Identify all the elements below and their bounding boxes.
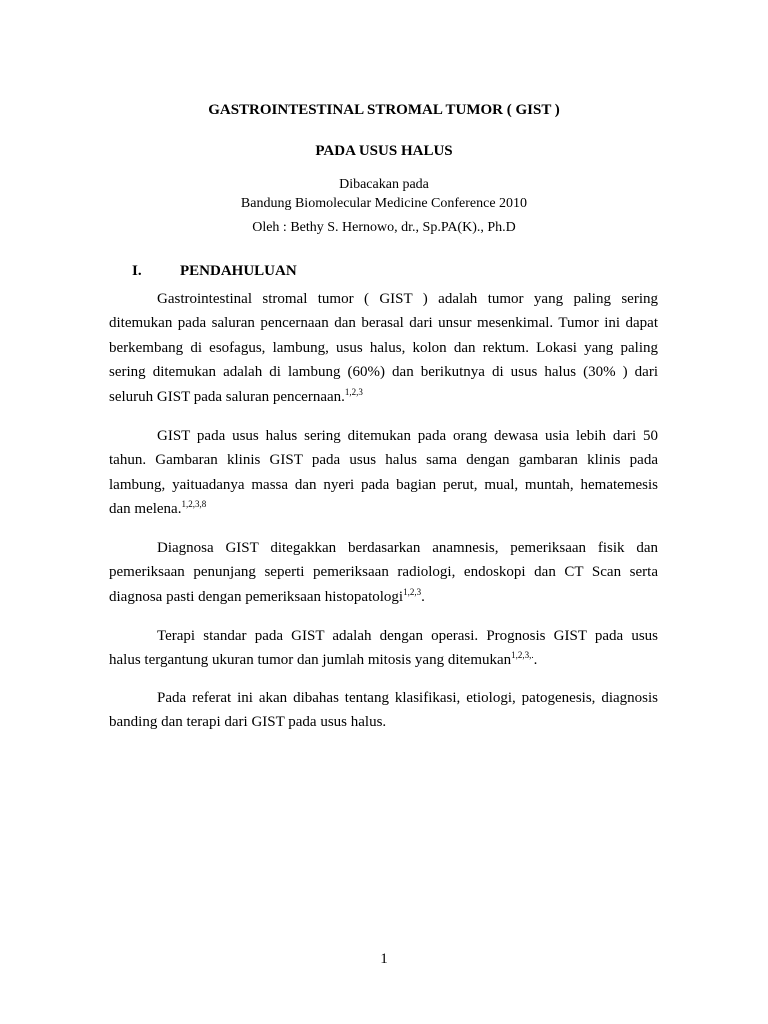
paragraph-line-last [109, 497, 658, 521]
section-number: I. [132, 263, 142, 279]
paragraph-text: diagnosa pasti dengan pemeriksaan histopatologi [109, 588, 404, 605]
conference-name: Bandung Biomolecular Medicine Conference 2010 [240, 196, 528, 211]
paragraph-2 [109, 424, 658, 522]
page-number: 1 [380, 951, 388, 967]
paragraph-line: Gastrointestinal stromal tumor ( GIST ) adalah tumor yang paling sering [157, 291, 658, 307]
paragraph-5 [109, 686, 658, 735]
paragraph-text: dan melena. [109, 501, 182, 518]
paragraph-3 [109, 536, 658, 609]
paragraph-line: GIST pada usus halus sering ditemukan pada orang dewasa usia lebih dari 50 [157, 428, 658, 444]
paragraph-line: berkembang di esofagus, lambung, usus halus, kolon dan rektum. Lokasi yang paling [109, 339, 658, 356]
paragraph-line: Pada referat ini akan dibahas tentang klasifikasi, etiologi, patogenesis, diagnosis [157, 690, 658, 706]
citation-ref: 1,2,3 [403, 586, 422, 597]
read-at-label: Dibacakan pada [339, 177, 429, 192]
paragraph-line: lambung, yaituadanya massa dan nyeri pada bagian perut, mual, muntah, hematemesis [109, 476, 658, 493]
paragraph-line-last [109, 585, 658, 609]
citation-ref: 1,2,3,. [511, 650, 534, 661]
paragraph-line: Diagnosa GIST ditegakkan berdasarkan anamnesis, pemeriksaan fisik dan [157, 540, 658, 556]
paragraph-text: seluruh GIST pada saluran pencernaan. [109, 388, 345, 405]
document-title: GASTROINTESTINAL STROMAL TUMOR ( GIST ) [208, 102, 560, 118]
citation-tail: . [533, 652, 538, 669]
citation-ref: 1,2,3,8 [181, 499, 207, 510]
paragraph-line: sering ditemukan adalah di lambung (60%) dan berikutnya di usus halus (30% ) dari [109, 364, 658, 381]
document-subtitle: PADA USUS HALUS [315, 143, 453, 159]
paragraph-line: tahun. Gambaran klinis GIST pada usus halus sama dengan gambaran klinis pada [109, 452, 658, 469]
paragraph-1 [109, 287, 658, 409]
paragraph-line: ditemukan pada saluran pencernaan dan berasal dari unsur mesenkimal. Tumor ini dapat [109, 315, 658, 332]
paragraph-line: Terapi standar pada GIST adalah dengan operasi. Prognosis GIST pada usus [157, 628, 658, 644]
paragraph-line: pemeriksaan penunjang seperti pemeriksaan radiologi, endoskopi dan CT Scan serta [109, 564, 658, 581]
paragraph-line-last: banding dan terapi dari GIST pada usus halus. [109, 714, 387, 731]
paragraph-4 [109, 624, 658, 673]
author-line: Oleh : Bethy S. Hernowo, dr., Sp.PA(K)., Ph.D [252, 220, 516, 235]
citation-tail: . [421, 588, 425, 605]
section-title: PENDAHULUAN [180, 263, 297, 279]
paragraph-line-last [109, 385, 658, 409]
paragraph-line-last [109, 648, 658, 672]
citation-ref: 1,2,3 [344, 386, 363, 397]
paragraph-text: halus tergantung ukuran tumor dan jumlah mitosis yang ditemukan [109, 652, 512, 669]
